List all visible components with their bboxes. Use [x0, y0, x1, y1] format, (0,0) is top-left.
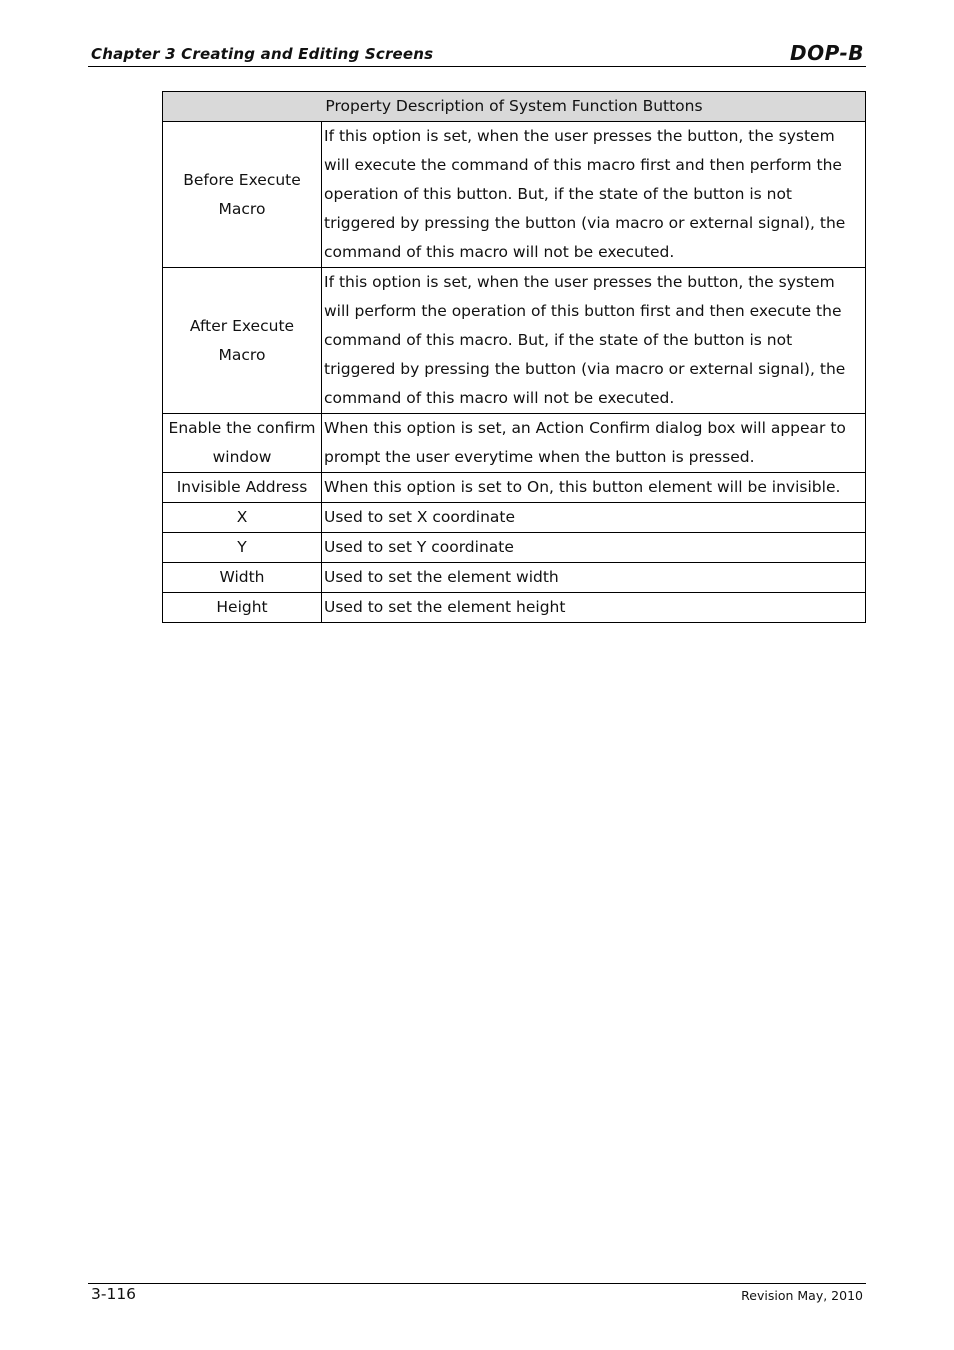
- property-name: After Execute Macro: [163, 268, 322, 414]
- property-description: If this option is set, when the user presses the button, the system will execute the command of this macro first and then perform the operation of this button. But, if the state of the button is not triggered by pressing the button (via macro or external signal), the command of this macro will not be executed.: [322, 122, 866, 268]
- property-name: X: [163, 503, 322, 533]
- table-row: [163, 533, 866, 563]
- property-description: If this option is set, when the user presses the button, the system will perform the operation of this button first and then execute the command of this macro. But, if the state of the button is not triggered by pressing the button (via macro or external signal), the command of this macro will not be executed.: [322, 268, 866, 414]
- property-name: Before Execute Macro: [163, 122, 322, 268]
- table-row: [163, 503, 866, 533]
- table-row: [163, 593, 866, 623]
- table-header-row: [163, 92, 866, 122]
- property-description: When this option is set to On, this button element will be invisible.: [322, 473, 866, 503]
- product-logo: DOP-B: [790, 41, 864, 65]
- property-table: [162, 91, 866, 623]
- table-row: [163, 473, 866, 503]
- table-row: [163, 122, 866, 268]
- property-description: When this option is set, an Action Confirm dialog box will appear to prompt the user everytime when the button is pressed.: [322, 414, 866, 473]
- property-name: Enable the confirm window: [163, 414, 322, 473]
- revision-date: Revision May, 2010: [741, 1288, 863, 1303]
- table-row: [163, 563, 866, 593]
- property-name: Width: [163, 563, 322, 593]
- table-title: Property Description of System Function Buttons: [163, 92, 866, 122]
- table-row: [163, 414, 866, 473]
- page-number: 3-116: [91, 1285, 137, 1303]
- property-description: Used to set the element width: [322, 563, 866, 593]
- page-footer: [88, 1283, 866, 1303]
- page-header: [88, 40, 866, 67]
- property-description: Used to set Y coordinate: [322, 533, 866, 563]
- property-name: Invisible Address: [163, 473, 322, 503]
- property-name: Height: [163, 593, 322, 623]
- table-row: [163, 268, 866, 414]
- chapter-title: Chapter 3 Creating and Editing Screens: [91, 45, 434, 63]
- property-description: Used to set X coordinate: [322, 503, 866, 533]
- property-name: Y: [163, 533, 322, 563]
- property-description: Used to set the element height: [322, 593, 866, 623]
